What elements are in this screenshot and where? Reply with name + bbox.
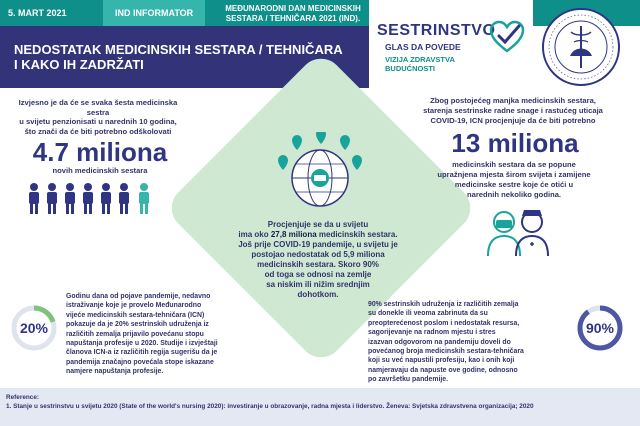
reference-heading: Reference: <box>6 394 40 401</box>
bottom-left-line: različitih zemalja prijavilo povećanu stopu <box>66 330 204 338</box>
bottom-right-line: preopterećenost poslom i nedostatak resursa, <box>368 319 520 327</box>
people-icon <box>26 182 166 216</box>
bottom-right-line: koji su već napustili profesiju, kao i onih koji <box>368 357 515 365</box>
stat-13-million: 13 miliona <box>451 128 579 158</box>
heart-check-icon <box>489 20 525 54</box>
bottom-left-line: članova ICN-a iz različitih regija sugerišu da je <box>66 349 218 357</box>
page-title: NEDOSTATAK MEDICINSKIH SESTARA / TEHNIČARA I KAKO IH ZADRŽATI <box>14 42 343 72</box>
center-text: Procjenjuje se da u svijetu ima oko 27,8 miliona medicinskih sestara. Još prije COVID-19 pandemije, u svijetu je postojao nedostatak od 5,9 miliona medicinskih sestara. Skoro 90% od toga se odnosi na zemlje sa niskim ili nižim srednjim dohotkom. <box>238 220 398 299</box>
progress-ring-20 <box>10 304 58 352</box>
progress-ring-90 <box>576 304 624 352</box>
event-title: MEĐUNARODNI DAN MEDICINSKIH SESTARA / TEHNIČARA 2021 (IND). <box>225 4 361 23</box>
badge-label: IND INFORMATOR <box>115 8 194 18</box>
sestrinstvo-logo <box>369 0 533 88</box>
ind-badge <box>103 0 205 26</box>
stat-4-7-million: 4.7 miliona <box>32 137 168 167</box>
bottom-right-line: povećanog broja medicinskih sestara-tehničara <box>368 348 524 356</box>
nurses-icon <box>486 208 552 256</box>
bottom-right-line: izazvan odgovorom na pandemiju doveli do <box>368 338 511 346</box>
bottom-right-line: po završetku pandemije. <box>368 376 449 384</box>
icn-seal-icon <box>540 6 622 88</box>
bottom-left-line: napuštanja profesije u 2020. Studije i izvještaji <box>66 340 218 348</box>
shortage-text: Zbog postojećeg manjka medicinskih sestara, starenja sestrinske radne snage i rastućeg uticaja COVID-19, ICN procjenjuje da će biti potrebno <box>423 96 603 125</box>
percent-20: 20% <box>19 320 49 336</box>
bottom-left-line: namjere napuštanja profesije. <box>66 368 164 376</box>
bottom-left-line: Godinu dana od pojave pandemije, nedavno <box>66 293 211 300</box>
bottom-left-line: vijeće medicinskih sestara-tehničara (ICN) <box>66 311 205 319</box>
survey-text-left <box>66 292 258 377</box>
reference-bar <box>0 388 640 426</box>
bottom-left-line: pokazuje da je 20% sestrinskih udruženja iz <box>66 321 209 329</box>
bottom-left-line: istraživanje koje je provelo Međunarodno <box>66 302 202 310</box>
bottom-right-line: su donekle ili veoma zabrinuta da su <box>368 310 488 318</box>
logo-brand: SESTRINSTVO <box>377 22 496 39</box>
bottom-right-line: 90% sestrinskih udruženja iz različitih zemalja <box>368 301 519 308</box>
bottom-right-line: sagorijevanje na radnom mjestu i stres <box>368 329 496 337</box>
survey-text-right <box>368 300 574 385</box>
stat-4-7-caption: novih medicinskih sestara <box>52 166 148 175</box>
percent-90: 90% <box>585 320 615 336</box>
bottom-left-line: pandemija značajno povećala stope iskazane <box>66 358 214 366</box>
stat-13-caption: medicinskih sestara da se popune upražnjena mjesta širom svijeta i zamijene medicinske sestre koje će otići u narednih nekoliko godina. <box>437 160 591 199</box>
bottom-right-line: namjeravaju da napuste ove godine, odnosno <box>368 366 518 374</box>
date-label: 5. MART 2021 <box>8 8 67 18</box>
logo-tagline: GLAS DA POVEDE <box>385 42 461 52</box>
reference-text: 1. Stanje u sestrinstvu u svijetu 2020 (State of the world's nursing 2020): investiranje u obrazovanje, radna mjesta i liderstvo. Ženeva: Svjetska zdravstvena organizacija; 2020 <box>6 403 534 410</box>
retirement-text: Izvjesno je da će se svaka šesta medicinska sestra u svijetu penzionisati u narednih 10 godina, što znači da će biti potrebno odškolovati <box>18 98 178 136</box>
globe-network-icon <box>270 132 370 212</box>
logo-subtagline: VIZIJA ZDRAVSTVA BUDUĆNOSTI <box>385 55 455 73</box>
